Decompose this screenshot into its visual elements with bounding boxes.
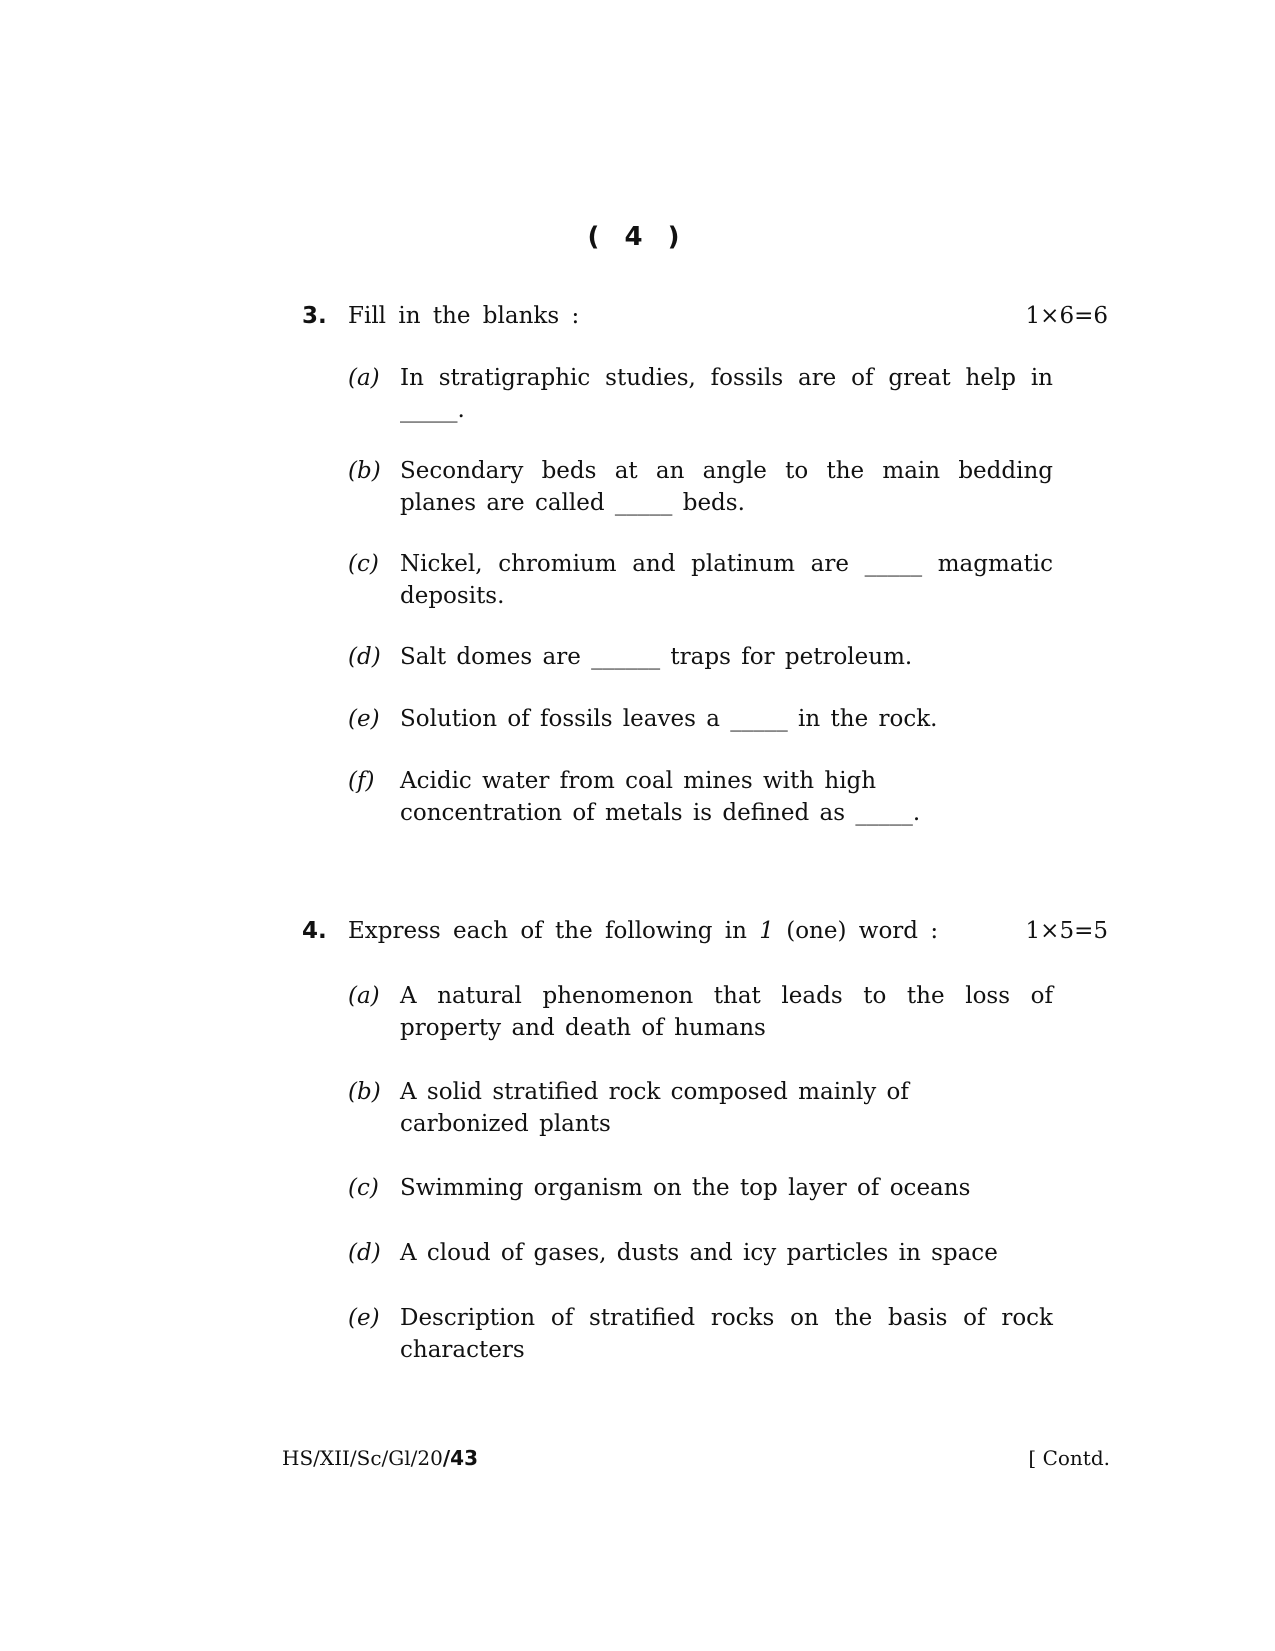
item-label: (d)	[348, 644, 381, 670]
item-text: Solution of fossils leaves a _____ in the rock.	[400, 706, 938, 732]
item-text-line-2: concentration of metals is defined as _____.	[400, 800, 921, 826]
item-text: Description of stratified rocks on the basis of rock characters	[400, 1305, 1053, 1363]
item-text-line-1: A solid stratified rock composed mainly of	[400, 1079, 909, 1105]
item-text: A natural phenomenon that leads to the loss of property and death of humans	[400, 983, 1053, 1041]
question-number: 3.	[302, 303, 327, 329]
item-label: (c)	[348, 1175, 379, 1201]
question-text-start: Express each of the following in	[348, 918, 747, 944]
item-label: (e)	[348, 706, 380, 732]
question-text-end: (one) word :	[786, 918, 939, 944]
item-text: In stratigraphic studies, fossils are of great help in _____.	[400, 365, 1053, 423]
item-label: (a)	[348, 365, 380, 391]
question-number: 4.	[302, 918, 327, 944]
item-label: (f)	[348, 768, 375, 794]
question-text	[348, 915, 938, 947]
item-label: (d)	[348, 1240, 381, 1266]
item-text: Salt domes are ______ traps for petroleum.	[400, 644, 913, 670]
item-label: (a)	[348, 983, 380, 1009]
item-label: (b)	[348, 1079, 381, 1105]
item-text: Secondary beds at an angle to the main bedding planes are called _____ beds.	[400, 458, 1053, 516]
continued-note: [ Contd.	[1028, 1446, 1110, 1470]
item-text: Nickel, chromium and platinum are _____ magmatic deposits.	[400, 551, 1053, 609]
item-text: Swimming organism on the top layer of oceans	[400, 1175, 971, 1201]
paper-code	[282, 1446, 478, 1470]
question-marks: 1×6=6	[1025, 303, 1108, 329]
item-text: A cloud of gases, dusts and icy particles in space	[400, 1240, 998, 1266]
paper-code-prefix: HS/XII/Sc/Gl/20	[282, 1446, 443, 1470]
item-text-line-2: carbonized plants	[400, 1111, 611, 1137]
item-label: (e)	[348, 1305, 380, 1331]
paper-code-number: /43	[442, 1446, 478, 1470]
question-text-number: 1	[759, 918, 774, 944]
question-text: Fill in the blanks :	[348, 303, 580, 329]
item-label: (b)	[348, 458, 381, 484]
item-text-line-1: Acidic water from coal mines with high	[400, 768, 877, 794]
item-label: (c)	[348, 551, 379, 577]
page-number: ( 4 )	[587, 222, 688, 252]
question-marks: 1×5=5	[1025, 918, 1108, 944]
